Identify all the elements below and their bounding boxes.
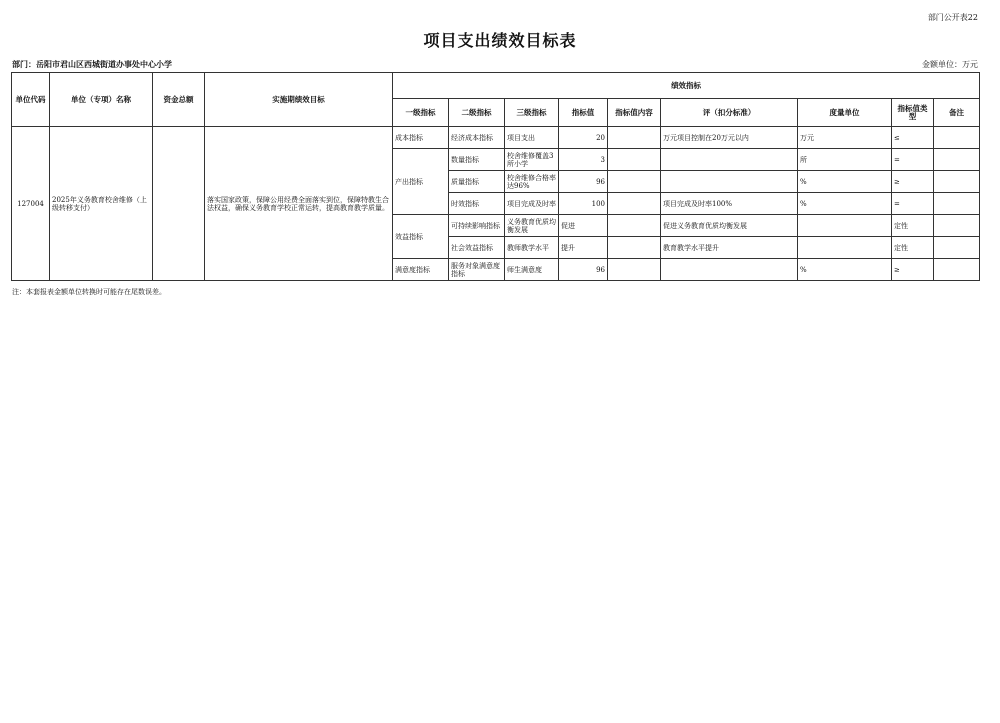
content-cell	[608, 237, 661, 259]
total-funds-cell	[153, 127, 205, 281]
l1-cell: 效益指标	[393, 215, 449, 259]
performance-table	[11, 72, 980, 281]
type-cell: =	[892, 193, 934, 215]
header-unit-name: 单位（专项）名称	[50, 73, 153, 127]
header-scoring: 评（扣分标准）	[661, 99, 798, 127]
page-title: 项目支出绩效目标表	[423, 31, 577, 50]
l2-cell: 可持续影响指标	[449, 215, 505, 237]
content-cell	[608, 259, 661, 281]
content-cell	[608, 127, 661, 149]
type-cell: =	[892, 149, 934, 171]
l2-cell: 服务对象满意度指标	[449, 259, 505, 281]
header-total-funds: 资金总额	[153, 73, 205, 127]
footnote: 注：本套报表金额单位转换时可能存在尾数误差。	[12, 288, 166, 296]
scoring-cell	[661, 259, 798, 281]
target-cell: 落实国家政策，保障公用经费全面落实到位，保障特教生合法权益，确保义务教育学校正常运转，提高教育教学质量。	[205, 127, 393, 281]
header-level2: 二级指标	[449, 99, 505, 127]
unit-name-cell: 2025年义务教育校舍维修（上级转移支付）	[50, 127, 153, 281]
remark-cell	[934, 237, 980, 259]
l2-cell: 数量指标	[449, 149, 505, 171]
l2-cell: 质量指标	[449, 171, 505, 193]
type-cell: 定性	[892, 237, 934, 259]
remark-cell	[934, 171, 980, 193]
table-row	[12, 127, 980, 149]
unit-cell: %	[798, 171, 892, 193]
unit-cell: %	[798, 193, 892, 215]
header-value-content: 指标值内容	[608, 99, 661, 127]
header-level3: 三级指标	[505, 99, 559, 127]
l1-cell: 成本指标	[393, 127, 449, 149]
l3-cell: 校舍维修合格率达96%	[505, 171, 559, 193]
l1-cell: 满意度指标	[393, 259, 449, 281]
unit-cell	[798, 237, 892, 259]
value-cell: 96	[559, 259, 608, 281]
remark-cell	[934, 215, 980, 237]
l3-cell: 项目支出	[505, 127, 559, 149]
unit-cell: 万元	[798, 127, 892, 149]
header-perf: 绩效指标	[393, 73, 980, 99]
unit-code-cell: 127004	[12, 127, 50, 281]
scoring-cell: 促进义务教育优质均衡发展	[661, 215, 798, 237]
remark-cell	[934, 149, 980, 171]
value-cell: 提升	[559, 237, 608, 259]
value-cell: 20	[559, 127, 608, 149]
type-cell: 定性	[892, 215, 934, 237]
value-cell: 100	[559, 193, 608, 215]
l1-cell: 产出指标	[393, 149, 449, 215]
value-cell: 促进	[559, 215, 608, 237]
scoring-cell	[661, 149, 798, 171]
remark-cell	[934, 127, 980, 149]
scoring-cell: 项目完成及时率100%	[661, 193, 798, 215]
content-cell	[608, 193, 661, 215]
amount-unit: 金额单位：万元	[922, 60, 978, 69]
header-value-type: 指标值类型	[892, 99, 934, 127]
l3-cell: 义务教育优质均衡发展	[505, 215, 559, 237]
type-cell: ≤	[892, 127, 934, 149]
scoring-cell	[661, 171, 798, 193]
l3-cell: 师生满意度	[505, 259, 559, 281]
type-cell: ≥	[892, 259, 934, 281]
header-target: 实施期绩效目标	[205, 73, 393, 127]
unit-cell: %	[798, 259, 892, 281]
l2-cell: 经济成本指标	[449, 127, 505, 149]
value-cell: 3	[559, 149, 608, 171]
unit-cell: 所	[798, 149, 892, 171]
header-value: 指标值	[559, 99, 608, 127]
header-unit-code: 单位代码	[12, 73, 50, 127]
l2-cell: 时效指标	[449, 193, 505, 215]
department-label: 部门：岳阳市君山区西城街道办事处中心小学	[12, 59, 172, 69]
unit-cell	[798, 215, 892, 237]
remark-cell	[934, 259, 980, 281]
value-cell: 96	[559, 171, 608, 193]
type-cell: ≥	[892, 171, 934, 193]
form-number: 部门公开表22	[927, 13, 978, 22]
header-measure-unit: 度量单位	[798, 99, 892, 127]
scoring-cell: 教育教学水平提升	[661, 237, 798, 259]
l3-cell: 校舍维修覆盖3所小学	[505, 149, 559, 171]
remark-cell	[934, 193, 980, 215]
content-cell	[608, 149, 661, 171]
content-cell	[608, 171, 661, 193]
scoring-cell: 万元项目控制在20万元以内	[661, 127, 798, 149]
content-cell	[608, 215, 661, 237]
l3-cell: 教师教学水平	[505, 237, 559, 259]
l2-cell: 社会效益指标	[449, 237, 505, 259]
header-remark: 备注	[934, 99, 980, 127]
header-level1: 一级指标	[393, 99, 449, 127]
l3-cell: 项目完成及时率	[505, 193, 559, 215]
